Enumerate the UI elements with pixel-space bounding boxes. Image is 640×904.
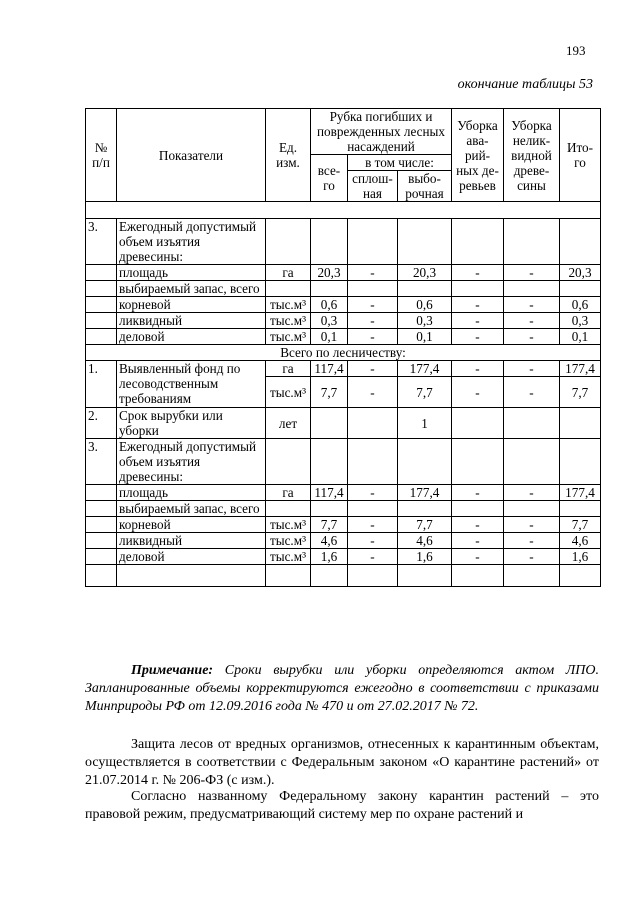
row-unit bbox=[266, 219, 311, 265]
cell-total: 117,4 bbox=[311, 361, 348, 377]
row-unit: га bbox=[266, 265, 311, 281]
cell-selective: 1,6 bbox=[398, 549, 452, 565]
cell-sum: 20,3 bbox=[560, 265, 601, 281]
cell-selective bbox=[398, 219, 452, 265]
table-row bbox=[86, 297, 601, 313]
cell-illiquid: - bbox=[504, 533, 560, 549]
table-row bbox=[86, 517, 601, 533]
cell-sum: 1,6 bbox=[560, 549, 601, 565]
cell-windfall bbox=[452, 281, 504, 297]
cell-sum: 0,1 bbox=[560, 329, 601, 345]
cell-windfall bbox=[452, 219, 504, 265]
cell-total: 0,3 bbox=[311, 313, 348, 329]
cell-total: 0,6 bbox=[311, 297, 348, 313]
row-label: деловой bbox=[117, 549, 266, 565]
cell-clear bbox=[348, 439, 398, 485]
row-label: корневой bbox=[117, 517, 266, 533]
cell-sum bbox=[560, 281, 601, 297]
spacer-row bbox=[86, 565, 601, 587]
cell-total: 4,6 bbox=[311, 533, 348, 549]
row-label: ликвидный bbox=[117, 533, 266, 549]
cell-total bbox=[311, 219, 348, 265]
row-label: выбираемый запас, всего bbox=[117, 501, 266, 517]
header-sum: Ито-го bbox=[560, 109, 601, 202]
page-number: 193 bbox=[566, 43, 586, 58]
cell-clear: - bbox=[348, 485, 398, 501]
note bbox=[85, 662, 599, 716]
header-felling: Рубка погибших и поврежденных лесных насаждений bbox=[311, 109, 452, 155]
cell-clear: - bbox=[348, 313, 398, 329]
cell-sum: 4,6 bbox=[560, 533, 601, 549]
cell-total bbox=[311, 281, 348, 297]
cell-clear: - bbox=[348, 361, 398, 377]
row-label: Ежегодный допустимый объем изъятия древесины: bbox=[117, 219, 266, 265]
paragraph-1: Защита лесов от вредных организмов, отнесенных к карантинным объектам, осуществляется в соответствии с Федеральным законом «О карантине растений» от 21.07.2014 г. № 206-ФЗ (с изм.). bbox=[85, 737, 599, 788]
row-num bbox=[86, 533, 117, 549]
row-label: Ежегодный допустимый объем изъятия древесины: bbox=[117, 439, 266, 485]
cell-total bbox=[311, 501, 348, 517]
cell-sum bbox=[560, 501, 601, 517]
header-unit: Ед. изм. bbox=[266, 109, 311, 202]
cell-sum: 177,4 bbox=[560, 485, 601, 501]
cell-illiquid: - bbox=[504, 313, 560, 329]
cell-selective: 7,7 bbox=[398, 377, 452, 408]
row-label: деловой bbox=[117, 329, 266, 345]
row-label: Срок вырубки или уборки bbox=[117, 408, 266, 439]
cell-sum: 7,7 bbox=[560, 517, 601, 533]
cell-selective: 0,6 bbox=[398, 297, 452, 313]
row-unit: лет bbox=[266, 408, 311, 439]
cell-illiquid: - bbox=[504, 361, 560, 377]
header-illiquid: Уборка нелик-видной древе-сины bbox=[504, 109, 560, 202]
row-num: 1. bbox=[86, 361, 117, 408]
forest-table bbox=[85, 108, 601, 587]
spacer-row bbox=[86, 202, 601, 219]
row-num bbox=[86, 549, 117, 565]
cell-total: 0,1 bbox=[311, 329, 348, 345]
cell-selective bbox=[398, 439, 452, 485]
row-num: 3. bbox=[86, 439, 117, 485]
cell-windfall: - bbox=[452, 485, 504, 501]
header-total: все-го bbox=[311, 155, 348, 202]
cell-clear: - bbox=[348, 549, 398, 565]
row-num bbox=[86, 485, 117, 501]
row-num bbox=[86, 501, 117, 517]
cell-total: 20,3 bbox=[311, 265, 348, 281]
row-label: площадь bbox=[117, 265, 266, 281]
cell-windfall: - bbox=[452, 329, 504, 345]
header-selective: выбо-рочная bbox=[398, 171, 452, 202]
row-label: площадь bbox=[117, 485, 266, 501]
row-label: Выявленный фонд по лесоводственным требованиям bbox=[117, 361, 266, 408]
cell-selective bbox=[398, 501, 452, 517]
cell-windfall: - bbox=[452, 313, 504, 329]
note-label: Примечание: bbox=[131, 663, 214, 678]
cell-clear: - bbox=[348, 265, 398, 281]
cell-windfall bbox=[452, 501, 504, 517]
cell-clear: - bbox=[348, 377, 398, 408]
cell-selective: 177,4 bbox=[398, 485, 452, 501]
table-row bbox=[86, 501, 601, 517]
table-row bbox=[86, 533, 601, 549]
table-row bbox=[86, 439, 601, 485]
cell-total: 7,7 bbox=[311, 377, 348, 408]
cell-illiquid: - bbox=[504, 265, 560, 281]
cell-selective: 20,3 bbox=[398, 265, 452, 281]
cell-windfall: - bbox=[452, 377, 504, 408]
row-num bbox=[86, 313, 117, 329]
cell-total bbox=[311, 439, 348, 485]
header-indicators: Показатели bbox=[117, 109, 266, 202]
cell-illiquid bbox=[504, 281, 560, 297]
table-row bbox=[86, 549, 601, 565]
table-row bbox=[86, 265, 601, 281]
cell-illiquid: - bbox=[504, 377, 560, 408]
cell-total: 117,4 bbox=[311, 485, 348, 501]
cell-illiquid: - bbox=[504, 549, 560, 565]
cell-selective: 0,1 bbox=[398, 329, 452, 345]
header-incl: в том числе: bbox=[348, 155, 452, 171]
cell-sum bbox=[560, 439, 601, 485]
table-continuation-title: окончание таблицы 53 bbox=[457, 77, 593, 92]
cell-selective: 1 bbox=[398, 408, 452, 439]
cell-selective: 0,3 bbox=[398, 313, 452, 329]
section-a-rows bbox=[86, 219, 601, 345]
cell-windfall: - bbox=[452, 533, 504, 549]
cell-illiquid: - bbox=[504, 297, 560, 313]
row-unit bbox=[266, 281, 311, 297]
cell-selective: 177,4 bbox=[398, 361, 452, 377]
cell-sum: 7,7 bbox=[560, 377, 601, 408]
cell-clear: - bbox=[348, 517, 398, 533]
row-unit: тыс.м³ bbox=[266, 313, 311, 329]
cell-windfall: - bbox=[452, 517, 504, 533]
table-row bbox=[86, 329, 601, 345]
note-text: Сроки вырубки или уборки определяются актом ЛПО. Запланированные объемы корректируются ежегодно в соответствии с приказами Минприроды РФ от 12.09.2016 года № 470 и от 27.02.2017 № 72. bbox=[85, 663, 600, 714]
cell-clear bbox=[348, 219, 398, 265]
row-unit: га bbox=[266, 485, 311, 501]
cell-windfall: - bbox=[452, 297, 504, 313]
row-num bbox=[86, 517, 117, 533]
row-label: ликвидный bbox=[117, 313, 266, 329]
header-num: № п/п bbox=[86, 109, 117, 202]
cell-clear: - bbox=[348, 533, 398, 549]
cell-clear: - bbox=[348, 297, 398, 313]
row-unit bbox=[266, 439, 311, 485]
cell-illiquid: - bbox=[504, 517, 560, 533]
cell-illiquid: - bbox=[504, 485, 560, 501]
row-unit: тыс.м³ bbox=[266, 517, 311, 533]
table-row bbox=[86, 485, 601, 501]
row-unit: тыс.м³ bbox=[266, 377, 311, 408]
row-num bbox=[86, 329, 117, 345]
cell-total: 1,6 bbox=[311, 549, 348, 565]
cell-windfall: - bbox=[452, 549, 504, 565]
cell-selective: 4,6 bbox=[398, 533, 452, 549]
paragraph-2: Согласно названному Федеральному закону карантин растений – это правовой режим, предусматривающий систему мер по охране растений и bbox=[85, 789, 599, 822]
section-b-rows bbox=[86, 439, 601, 565]
row-num bbox=[86, 265, 117, 281]
cell-sum: 0,6 bbox=[560, 297, 601, 313]
row-label: корневой bbox=[117, 297, 266, 313]
row-num bbox=[86, 281, 117, 297]
cell-windfall bbox=[452, 439, 504, 485]
cell-windfall: - bbox=[452, 265, 504, 281]
cell-sum bbox=[560, 219, 601, 265]
table-row bbox=[86, 361, 601, 377]
row-num bbox=[86, 297, 117, 313]
row-num: 2. bbox=[86, 408, 117, 439]
cell-illiquid bbox=[504, 219, 560, 265]
cell-sum: 0,3 bbox=[560, 313, 601, 329]
cell-selective: 7,7 bbox=[398, 517, 452, 533]
cell-illiquid bbox=[504, 501, 560, 517]
table-row bbox=[86, 313, 601, 329]
row-unit: тыс.м³ bbox=[266, 549, 311, 565]
row-unit: тыс.м³ bbox=[266, 297, 311, 313]
row-label: выбираемый запас, всего bbox=[117, 281, 266, 297]
cell-windfall: - bbox=[452, 361, 504, 377]
header-clear: сплош-ная bbox=[348, 171, 398, 202]
row-unit: га bbox=[266, 361, 311, 377]
table-row bbox=[86, 219, 601, 265]
section-title: Всего по лесничеству: bbox=[86, 345, 601, 361]
cell-clear bbox=[348, 281, 398, 297]
cell-sum: 177,4 bbox=[560, 361, 601, 377]
row-unit bbox=[266, 501, 311, 517]
row-unit: тыс.м³ bbox=[266, 533, 311, 549]
table-row bbox=[86, 408, 601, 439]
cell-clear bbox=[348, 501, 398, 517]
section-title-row bbox=[86, 345, 601, 361]
row-num: 3. bbox=[86, 219, 117, 265]
cell-selective bbox=[398, 281, 452, 297]
header-windfall: Уборка ава-рий-ных де-ревьев bbox=[452, 109, 504, 202]
row-unit: тыс.м³ bbox=[266, 329, 311, 345]
cell-total: 7,7 bbox=[311, 517, 348, 533]
table-row bbox=[86, 281, 601, 297]
cell-illiquid: - bbox=[504, 329, 560, 345]
cell-clear: - bbox=[348, 329, 398, 345]
cell-illiquid bbox=[504, 439, 560, 485]
